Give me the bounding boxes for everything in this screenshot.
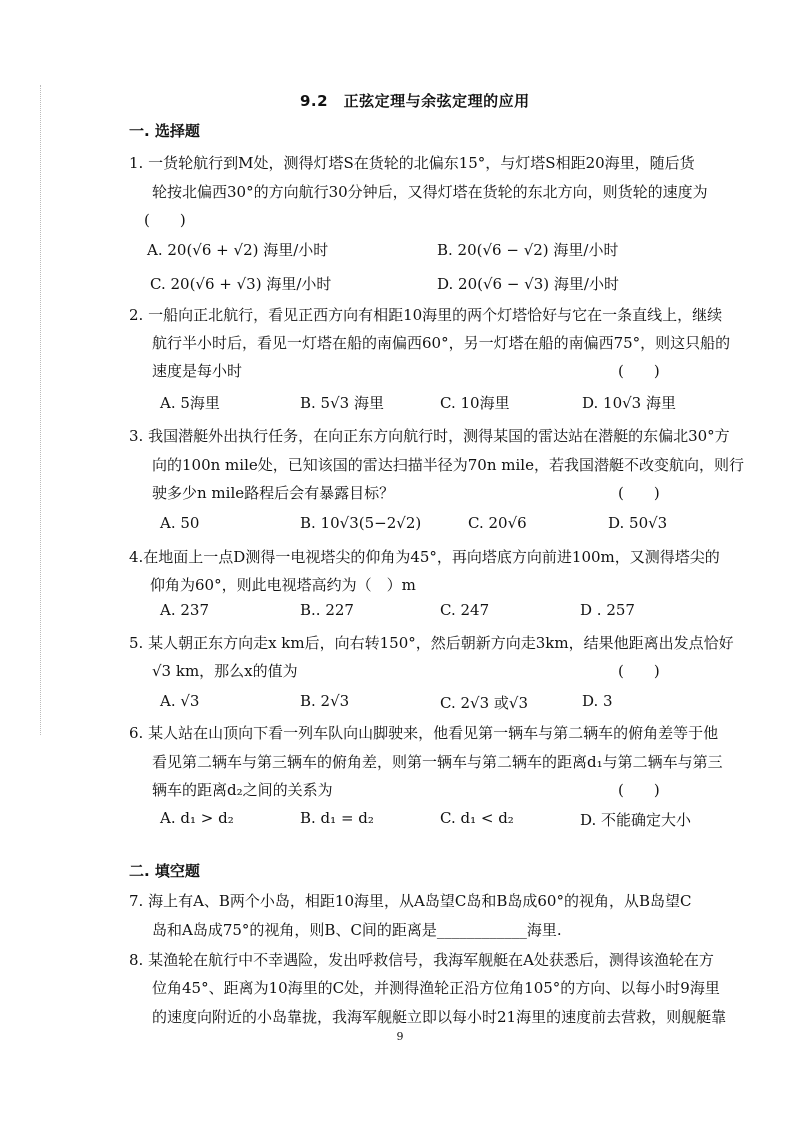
q1-line-1: 1. 一货轮航行到M处，测得灯塔S在货轮的北偏东15°，与灯塔S相距20海里，随后货 (129, 154, 695, 172)
q4-option-d: D . 257 (580, 601, 635, 619)
q5-line-1: 5. 某人朝正东方向走x km后，向右转150°，然后朝新方向走3km，结果他距离出发点恰好 (129, 634, 734, 652)
q8-line-1: 8. 某渔轮在航行中不幸遇险，发出呼救信号，我海军舰艇在A处获悉后，测得该渔轮在方 (129, 951, 714, 969)
q2-option-b: B. 5√3 海里 (300, 394, 384, 412)
q2-line-2: 航行半小时后，看见一灯塔在船的南偏西60°，另一灯塔在船的南偏西75°，则这只船的 (152, 334, 731, 352)
q6-line-1: 6. 某人站在山顶向下看一列车队向山脚驶来，他看见第一辆车与第二辆车的俯角差等于他 (129, 724, 719, 742)
q5-option-b: B. 2√3 (300, 692, 350, 710)
q1-option-a: A. 20(√6 + √2) 海里/小时 (147, 241, 329, 259)
section-heading-fill: 二. 填空题 (129, 862, 200, 880)
q7-line-1: 7. 海上有A、B两个小岛，相距10海里，从A岛望C岛和B岛成60°的视角，从B岛望C (129, 892, 692, 910)
q6-option-c: C. d₁ < d₂ (440, 809, 514, 827)
q2-option-a: A. 5海里 (160, 394, 220, 412)
section-heading-choice: 一. 选择题 (129, 122, 200, 140)
q5-option-d: D. 3 (582, 692, 613, 710)
q2-option-c: C. 10海里 (440, 394, 510, 412)
q4-option-b: B.. 227 (300, 601, 354, 619)
q2-line-1: 2. 一船向正北航行，看见正西方向有相距10海里的两个灯塔恰好与它在一条直线上，继续 (129, 306, 723, 324)
q4-line-1: 4.在地面上一点D测得一电视塔尖的仰角为45°，再向塔底方向前进100m，又测得塔尖的 (129, 548, 720, 566)
q6-option-d: D. 不能确定大小 (580, 811, 692, 829)
binding-margin-line (40, 85, 41, 735)
q2-option-d: D. 10√3 海里 (582, 394, 676, 412)
q2-line-3: 速度是每小时 (152, 362, 243, 380)
q3-line-1: 3. 我国潜艇外出执行任务，在向正东方向航行时，测得某国的雷达站在潜艇的东偏北30°方 (129, 427, 730, 445)
q3-option-c: C. 20√6 (468, 514, 527, 532)
q8-line-3: 的速度向附近的小岛靠拢，我海军舰艇立即以每小时21海里的速度前去营救，则舰艇靠 (152, 1008, 727, 1026)
q5-answer-paren: ( ) (618, 662, 660, 680)
q5-line-2: √3 km，那么x的值为 (152, 662, 298, 680)
q3-line-3: 驶多少n mile路程后会有暴露目标？ (152, 484, 395, 502)
q3-answer-paren: ( ) (618, 484, 660, 502)
q1-option-d: D. 20(√6 − √3) 海里/小时 (437, 275, 619, 293)
q3-option-a: A. 50 (160, 514, 200, 532)
q4-option-a: A. 237 (160, 601, 209, 619)
q2-answer-paren: ( ) (618, 362, 660, 380)
q6-line-2: 看见第二辆车与第三辆车的俯角差，则第一辆车与第二辆车的距离d₁与第二辆车与第三 (152, 753, 723, 771)
q5-option-c: C. 2√3 或√3 (440, 694, 528, 712)
q6-line-3: 辆车的距离d₂之间的关系为 (152, 781, 333, 799)
q7-line-2: 岛和A岛成75°的视角，则B、C间的距离是____________海里. (152, 921, 562, 939)
q3-line-2: 向的100n mile处，已知该国的雷达扫描半径为70n mile，若我国潜艇不改变航向，则行 (152, 456, 744, 474)
q6-option-b: B. d₁ = d₂ (300, 809, 374, 827)
q4-option-c: C. 247 (440, 601, 490, 619)
q3-option-b: B. 10√3(5−2√2) (300, 514, 422, 532)
q1-line-2: 轮按北偏西30°的方向航行30分钟后，又得灯塔在货轮的东北方向，则货轮的速度为 (152, 183, 708, 201)
page-number: 9 (396, 1030, 404, 1043)
q5-option-a: A. √3 (160, 692, 200, 710)
q4-line-2: 仰角为60°，则此电视塔高约为（ ）m (150, 576, 416, 594)
page-title: 9.2 正弦定理与余弦定理的应用 (300, 92, 530, 110)
q6-answer-paren: ( ) (618, 781, 660, 799)
q3-option-d: D. 50√3 (608, 514, 668, 532)
q6-option-a: A. d₁ > d₂ (160, 809, 234, 827)
q1-option-b: B. 20(√6 − √2) 海里/小时 (437, 241, 619, 259)
q8-line-2: 位角45°、距离为10海里的C处，并测得渔轮正沿方位角105°的方向、以每小时9海里 (152, 979, 720, 997)
q1-answer-paren: ( ) (144, 211, 186, 229)
q1-option-c: C. 20(√6 + √3) 海里/小时 (150, 275, 332, 293)
